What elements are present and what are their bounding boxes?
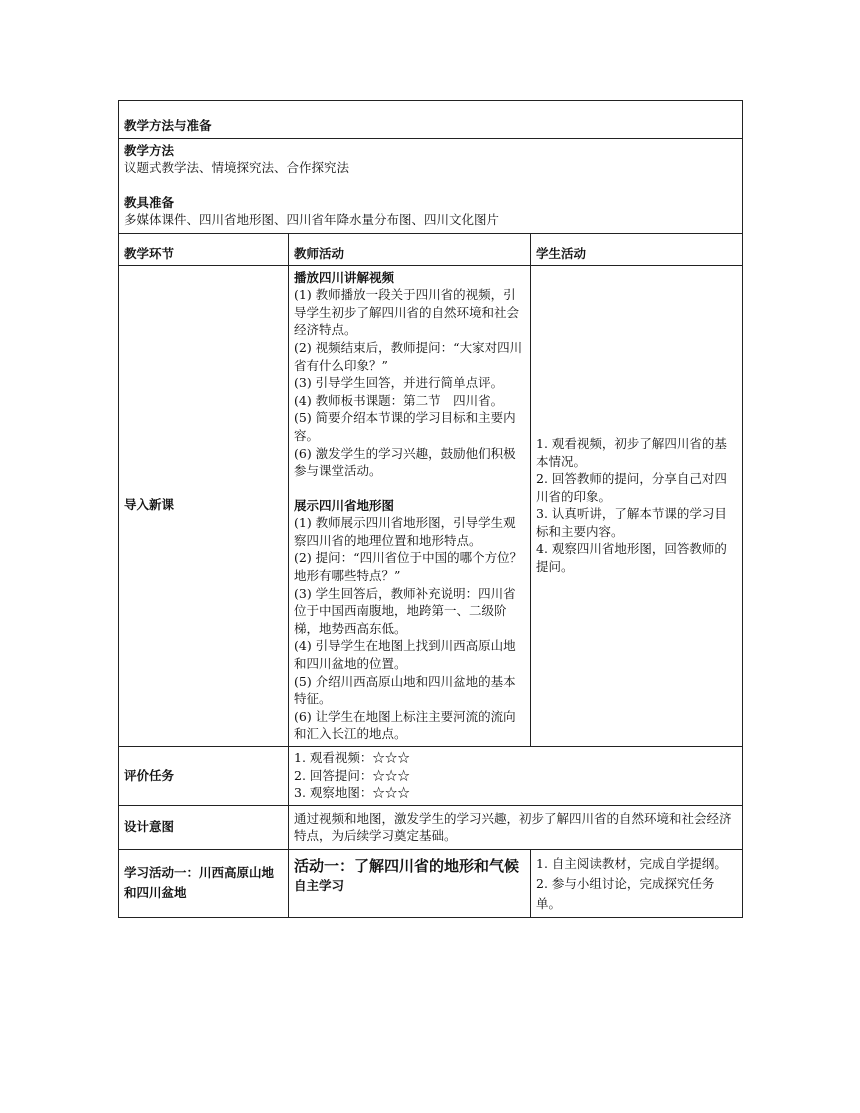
section-title-row bbox=[119, 101, 743, 139]
design-text: 通过视频和地图，激发学生的学习兴趣，初步了解四川省的自然环境和社会经济特点，为后续学习奠定基础。 bbox=[289, 805, 743, 849]
intro-part1-title: 播放四川讲解视频 bbox=[294, 269, 395, 285]
intro-student-item: 3. 认真听讲，了解本节课的学习目标和主要内容。 bbox=[536, 506, 727, 539]
intro-student-item: 1. 观看视频，初步了解四川省的基本情况。 bbox=[536, 435, 727, 469]
section-title: 教学方法与准备 bbox=[119, 101, 743, 139]
methods-heading: 教学方法 bbox=[124, 142, 175, 158]
intro-part2-item: (6) 让学生在地图上标注主要河流的流向和汇入长江的地点。 bbox=[294, 708, 516, 742]
intro-student-item: 4. 观察四川省地形图，回答教师的提问。 bbox=[536, 541, 727, 575]
intro-stage: 导入新课 bbox=[119, 265, 289, 746]
evaluation-cell bbox=[289, 747, 743, 806]
header-row bbox=[119, 233, 743, 265]
intro-part2-item: (3) 学生回答后，教师补充说明：四川省位于中国西南腹地，地跨第一、二级阶梯，地势西高东低。 bbox=[294, 585, 516, 636]
intro-part1-item: (1) 教师播放一段关于四川省的视频，引导学生初步了解四川省的自然环境和社会经济特点。 bbox=[294, 287, 520, 338]
evaluation-row bbox=[119, 747, 743, 806]
intro-part1-item: (2) 视频结束后，教师提问：“大家对四川省有什么印象？” bbox=[294, 339, 523, 373]
intro-part1-item: (3) 引导学生回答，并进行简单点评。 bbox=[294, 375, 504, 391]
tools-text: 多媒体课件、四川省地形图、四川省年降水量分布图、四川文化图片 bbox=[124, 212, 500, 228]
activity1-student-cell bbox=[531, 849, 743, 917]
design-label: 设计意图 bbox=[119, 805, 289, 849]
intro-part2-item: (4) 引导学生在地图上找到川西高原山地和四川盆地的位置。 bbox=[294, 638, 516, 672]
intro-teacher-cell bbox=[289, 265, 531, 746]
intro-part2-item: (5) 介绍川西高原山地和四川盆地的基本特征。 bbox=[294, 673, 516, 707]
intro-student-item: 2. 回答教师的提问，分享自己对四川省的印象。 bbox=[536, 471, 727, 504]
methods-row bbox=[119, 138, 743, 233]
intro-part2-item: (2) 提问：“四川省位于中国的哪个方位？地形有哪些特点？” bbox=[294, 550, 523, 584]
activity1-student-item: 1. 自主阅读教材，完成自学提纲。 bbox=[536, 855, 727, 871]
intro-part1-item: (4) 教师板书课题：第二节 四川省。 bbox=[294, 392, 504, 408]
evaluation-label: 评价任务 bbox=[119, 747, 289, 806]
header-stage: 教学环节 bbox=[119, 233, 289, 265]
lesson-plan-page bbox=[118, 100, 742, 918]
intro-row bbox=[119, 265, 743, 746]
intro-part2-title: 展示四川省地形图 bbox=[294, 497, 395, 513]
evaluation-item: 3. 观察地图：☆☆☆ bbox=[294, 785, 410, 801]
intro-student-cell bbox=[531, 265, 743, 746]
design-row bbox=[119, 805, 743, 849]
intro-part2-item: (1) 教师展示四川省地形图，引导学生观察四川省的地理位置和地形特点。 bbox=[294, 515, 516, 548]
activity1-teacher-cell bbox=[289, 849, 531, 917]
activity1-stage: 学习活动一：川西高原山地和四川盆地 bbox=[119, 849, 289, 917]
activity1-student-item: 2. 参与小组讨论，完成探究任务单。 bbox=[536, 875, 715, 911]
activity1-row bbox=[119, 849, 743, 917]
tools-heading: 教具准备 bbox=[124, 194, 175, 210]
header-student: 学生活动 bbox=[531, 233, 743, 265]
intro-part1-item: (6) 激发学生的学习兴趣，鼓励他们积极参与课堂活动。 bbox=[294, 445, 516, 479]
activity1-title: 活动一：了解四川省的地形和气候 bbox=[294, 856, 520, 875]
header-teacher: 教师活动 bbox=[289, 233, 531, 265]
evaluation-item: 2. 回答提问：☆☆☆ bbox=[294, 767, 410, 783]
spacer bbox=[294, 480, 525, 497]
methods-cell bbox=[119, 138, 743, 233]
lesson-plan-table bbox=[118, 100, 743, 918]
spacer bbox=[124, 177, 737, 194]
evaluation-item: 1. 观看视频：☆☆☆ bbox=[294, 750, 410, 765]
activity1-subtitle: 自主学习 bbox=[294, 877, 345, 893]
methods-text: 议题式教学法、情境探究法、合作探究法 bbox=[124, 160, 350, 176]
intro-part1-item: (5) 简要介绍本节课的学习目标和主要内容。 bbox=[294, 410, 516, 443]
